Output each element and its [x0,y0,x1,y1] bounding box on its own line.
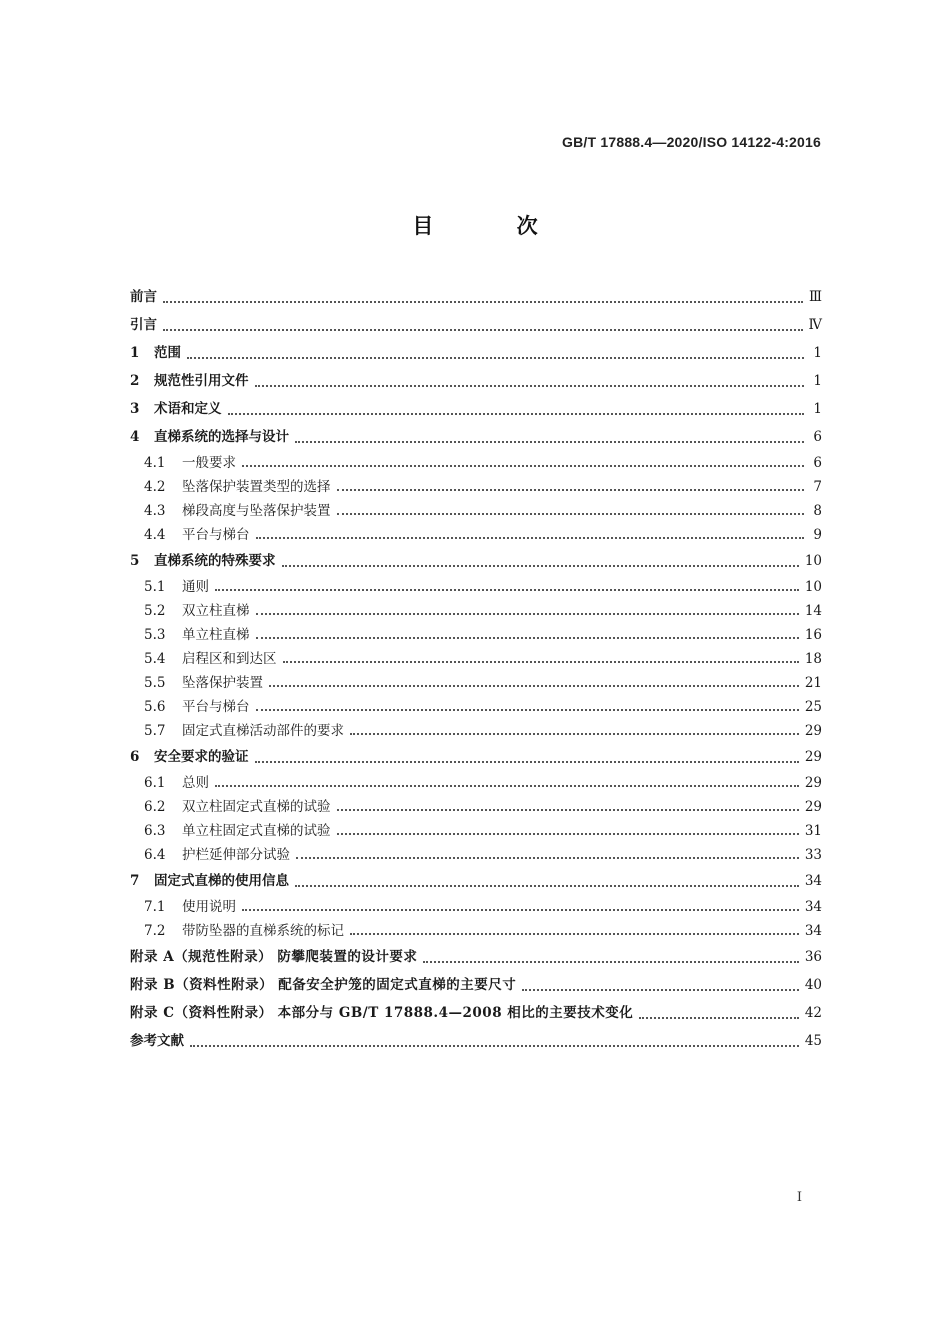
toc-entry[interactable] [130,795,822,819]
toc-entry-page: 1 [813,401,822,417]
toc-leader-dots [295,884,799,887]
toc-entry-page: 29 [804,775,822,791]
toc-entry[interactable] [130,867,822,895]
toc-entry-label: 规范性引用文件 [154,373,249,389]
toc-entry-label: 附录 A（规范性附录） 防攀爬装置的设计要求 [130,949,418,965]
toc-leader-dots [187,356,804,359]
toc-entry-number: 6.2 [144,799,166,815]
toc-leader-dots [350,932,799,935]
toc-entry-number: 4.4 [144,527,166,543]
toc-leader-dots [215,588,799,591]
toc-entry[interactable] [130,339,822,367]
toc-entry-number: 5.6 [144,699,166,715]
toc-entry-number: 2 [130,373,140,389]
toc-entry[interactable] [130,395,822,423]
toc-entry-number: 6.1 [144,775,166,791]
toc-entry-title [130,743,255,771]
toc-entry-label: 引言 [130,317,157,333]
toc-entry-title [144,771,215,795]
toc-entry-label: 带防坠器的直梯系统的标记 [182,923,344,939]
toc-entry-label: 总则 [182,775,209,791]
toc-entry-number: 6 [130,749,140,765]
toc-entry-label: 通则 [182,579,209,595]
toc-entry-title [144,795,337,819]
toc-entry-number: 5.5 [144,675,166,691]
toc-entry-page: Ⅳ [808,317,822,333]
toc-entry-number: 6.4 [144,847,166,863]
toc-entry-title [130,339,187,367]
toc-entry-label: 术语和定义 [154,401,222,417]
toc-leader-dots [163,328,803,331]
toc-entry-label: 坠落保护装置类型的选择 [182,479,331,495]
toc-entry-page: 33 [804,847,822,863]
toc-entry-number: 5.2 [144,603,166,619]
toc-entry[interactable] [130,547,822,575]
toc-entry-title [144,451,242,475]
toc-entry[interactable] [130,719,822,743]
toc-entry-page: 29 [804,723,822,739]
toc-entry-label: 启程区和到达区 [182,651,277,667]
toc-entry[interactable] [130,575,822,599]
toc-entry[interactable] [130,919,822,943]
toc-entry[interactable] [130,695,822,719]
toc-entry-page: 34 [804,899,822,915]
toc-entry-page: 10 [804,579,822,595]
toc-leader-dots [215,784,799,787]
toc-entry[interactable] [130,283,822,311]
toc-entry-page: 34 [804,923,822,939]
toc-entry-title [144,671,269,695]
toc-entry-page: 18 [804,651,822,667]
toc-entry[interactable] [130,311,822,339]
toc-entry-page: 9 [813,527,822,543]
toc-entry-title [144,919,350,943]
toc-entry[interactable] [130,819,822,843]
toc-entry-title [144,499,337,523]
toc-entry-page: 8 [813,503,822,519]
toc-leader-dots [256,636,799,639]
toc-entry-number: 4.2 [144,479,166,495]
toc-leader-dots [255,760,799,763]
toc-entry-page: 1 [813,345,822,361]
toc-entry-number: 3 [130,401,140,417]
toc-entry-title [130,547,282,575]
toc-entry-title [144,623,256,647]
toc-entry-number: 7.2 [144,923,166,939]
toc-entry-label: 直梯系统的特殊要求 [154,553,276,569]
toc-entry-title [144,695,256,719]
toc-leader-dots [295,440,804,443]
toc-entry-label: 固定式直梯活动部件的要求 [182,723,344,739]
toc-entry[interactable] [130,671,822,695]
toc-entry-title [144,719,350,743]
toc-entry[interactable] [130,647,822,671]
toc-leader-dots [242,464,804,467]
toc-leader-dots [296,856,799,859]
toc-entry-number: 5.7 [144,723,166,739]
toc-entry-page: 21 [804,675,822,691]
toc-entry-label: 附录 B（资料性附录） 配备安全护笼的固定式直梯的主要尺寸 [130,977,517,993]
table-of-contents [130,283,822,1055]
toc-entry-label: 平台与梯台 [182,527,250,543]
toc-entry-number: 6.3 [144,823,166,839]
toc-entry-title [130,367,255,395]
toc-entry-label: 参考文献 [130,1033,184,1049]
toc-entry-label: 直梯系统的选择与设计 [154,429,289,445]
toc-entry-number: 4 [130,429,140,445]
toc-leader-dots [242,908,799,911]
toc-leader-dots [350,732,799,735]
page-number: I [796,1190,802,1205]
toc-entry-label: 坠落保护装置 [182,675,263,691]
toc-entry-number: 4.1 [144,455,166,471]
toc-entry-label: 护栏延伸部分试验 [182,847,290,863]
toc-entry-title [130,971,522,999]
toc-entry-number: 5 [130,553,140,569]
toc-entry[interactable] [130,623,822,647]
toc-entry[interactable] [130,475,822,499]
toc-leader-dots [163,300,803,303]
toc-entry[interactable] [130,599,822,623]
toc-entry-page: 29 [804,749,822,765]
toc-entry[interactable] [130,1027,822,1055]
toc-entry-number: 4.3 [144,503,166,519]
toc-entry[interactable] [130,499,822,523]
toc-entry-title [144,843,296,867]
toc-entry-title [144,475,337,499]
toc-entry-title [144,523,256,547]
toc-leader-dots [337,808,799,811]
toc-entry-number: 5.4 [144,651,166,667]
toc-leader-dots [423,960,798,963]
toc-entry-label: 附录 C（资料性附录） 本部分与 GB/T 17888.4—2008 相比的主要技术变化 [130,1005,634,1021]
toc-entry-label: 固定式直梯的使用信息 [154,873,289,889]
toc-entry-label: 一般要求 [182,455,236,471]
page-title: 目 次 [412,214,576,238]
toc-entry-page: 14 [804,603,822,619]
toc-entry-title [144,647,283,671]
toc-entry-page: 10 [804,553,822,569]
toc-entry-page: 7 [813,479,822,495]
toc-entry-label: 单立柱直梯 [182,627,250,643]
toc-entry[interactable] [130,943,822,971]
toc-entry-title [130,867,295,895]
toc-entry-label: 单立柱固定式直梯的试验 [182,823,331,839]
toc-entry-page: 45 [804,1033,822,1049]
standard-code: GB/T 17888.4—2020/ISO 14122-4:2016 [562,134,821,150]
toc-entry-number: 1 [130,345,140,361]
toc-entry-label: 范围 [154,345,181,361]
toc-leader-dots [522,988,799,991]
toc-entry-page: 6 [813,455,822,471]
toc-entry-label: 双立柱固定式直梯的试验 [182,799,331,815]
toc-leader-dots [228,412,805,415]
toc-leader-dots [282,564,799,567]
toc-entry-title [130,423,295,451]
toc-entry-title [144,575,215,599]
toc-entry-title [144,819,337,843]
toc-entry[interactable] [130,523,822,547]
toc-leader-dots [283,660,799,663]
toc-entry-page: 40 [804,977,822,993]
toc-entry[interactable] [130,843,822,867]
toc-entry-page: 42 [804,1005,822,1021]
toc-entry-title [130,311,163,339]
toc-entry-number: 5.1 [144,579,166,595]
toc-entry[interactable] [130,971,822,999]
toc-entry-label: 平台与梯台 [182,699,250,715]
toc-leader-dots [639,1016,799,1019]
toc-entry-page: 36 [804,949,822,965]
toc-entry[interactable] [130,999,822,1027]
toc-entry-title [130,395,228,423]
toc-entry-number: 7.1 [144,899,166,915]
toc-leader-dots [255,384,805,387]
toc-entry[interactable] [130,451,822,475]
toc-leader-dots [269,684,799,687]
toc-entry-title [130,999,639,1027]
toc-entry-page: 25 [804,699,822,715]
toc-entry-number: 5.3 [144,627,166,643]
toc-entry-page: 6 [813,429,822,445]
toc-entry-label: 双立柱直梯 [182,603,250,619]
toc-entry-title [130,943,423,971]
toc-entry[interactable] [130,423,822,451]
toc-entry-page: 31 [804,823,822,839]
toc-entry[interactable] [130,367,822,395]
toc-entry-title [144,895,242,919]
toc-entry[interactable] [130,771,822,795]
toc-entry-page: 1 [813,373,822,389]
toc-entry-page: 16 [804,627,822,643]
toc-entry-number: 7 [130,873,140,889]
toc-entry-title [130,1027,190,1055]
toc-entry-title [130,283,163,311]
toc-leader-dots [190,1044,799,1047]
toc-leader-dots [256,612,799,615]
toc-entry-label: 安全要求的验证 [154,749,249,765]
toc-leader-dots [256,708,799,711]
toc-entry[interactable] [130,895,822,919]
toc-entry-page: 34 [804,873,822,889]
toc-entry-page: Ⅲ [808,289,822,305]
toc-entry-title [144,599,256,623]
toc-entry-label: 梯段高度与坠落保护装置 [182,503,331,519]
toc-leader-dots [337,512,805,515]
toc-entry-label: 使用说明 [182,899,236,915]
toc-entry-page: 29 [804,799,822,815]
toc-entry[interactable] [130,743,822,771]
toc-entry-label: 前言 [130,289,157,305]
toc-leader-dots [337,488,805,491]
toc-leader-dots [256,536,805,539]
toc-leader-dots [337,832,799,835]
